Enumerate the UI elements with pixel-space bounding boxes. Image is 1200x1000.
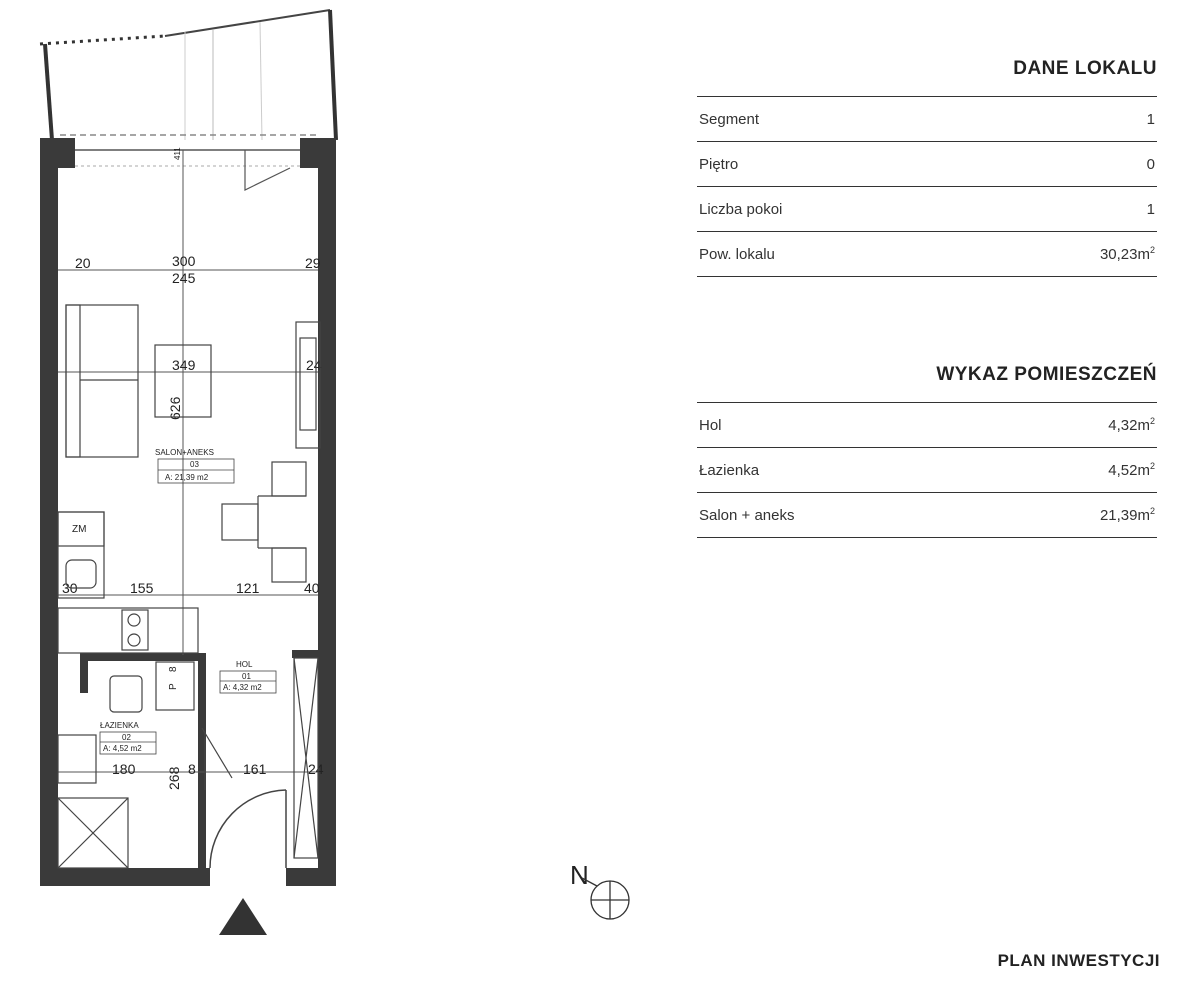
compass-icon (570, 860, 629, 919)
dim-8: 8 (188, 761, 196, 777)
chair (272, 548, 306, 582)
hob (122, 610, 148, 650)
table-row (697, 187, 1157, 232)
room-name-salon: SALON+ANEKS (155, 448, 214, 457)
dane-lokalu-rows (697, 96, 1157, 277)
chair (272, 462, 306, 496)
row-value: 0 (1146, 155, 1155, 173)
hob-burner (128, 614, 140, 626)
balcony-door-swing (245, 150, 290, 190)
dim-268: 268 (166, 766, 182, 790)
dim-300: 300 (172, 253, 196, 269)
row-label: Salon + aneks (699, 506, 795, 524)
sofa (66, 305, 138, 457)
row-label: Segment (699, 110, 760, 128)
kitchen-counter-bottom (58, 608, 198, 653)
dim-29: 29 (305, 255, 321, 271)
wall-corner-left (40, 138, 75, 168)
terrace-edge (165, 10, 330, 36)
wykaz-pomieszczen-panel (697, 364, 1157, 538)
entrance-marker-icon (219, 898, 267, 935)
dane-lokalu-title: DANE LOKALU (1013, 58, 1157, 79)
table-row (697, 448, 1157, 493)
room-number-salon: 03 (190, 460, 199, 469)
entrance-door (210, 790, 286, 868)
row-label: Piętro (699, 155, 739, 173)
wall-bottom-right (286, 868, 336, 886)
dim-24b: 24 (308, 761, 324, 777)
room-area-salon: A: 21,39 m2 (165, 473, 209, 482)
chair (222, 504, 258, 540)
room-area-hol: A: 4,32 m2 (223, 683, 262, 692)
row-value: $30,23m^2$ (1099, 245, 1155, 263)
wall-bathroom-top (80, 653, 206, 661)
table-row (697, 403, 1157, 448)
terrace (40, 10, 336, 140)
dim-349: 349 (172, 357, 196, 373)
dim-30: 30 (62, 580, 78, 596)
footer-title: PLAN INWESTYCJI (997, 951, 1160, 970)
row-value: 1 (1146, 110, 1155, 128)
dim-245: 245 (172, 270, 196, 286)
room-number-hol: 01 (242, 672, 251, 681)
terrace-wall-left (45, 44, 52, 140)
wall-bathroom-stub (80, 653, 88, 693)
room-label-lazienka (100, 721, 156, 754)
dim-626: 626 (167, 396, 183, 420)
table-row (697, 142, 1157, 187)
dim-24a: 24 (306, 357, 322, 373)
terrace-line (260, 22, 262, 140)
terrace-wall-right (330, 10, 336, 140)
dim-40: 40 (304, 580, 320, 596)
table-row (697, 232, 1157, 277)
washbasin (58, 735, 96, 783)
dim-411: 411 (173, 147, 182, 160)
dane-lokalu-panel (697, 58, 1157, 277)
row-label: Hol (699, 416, 722, 434)
wall-corner-right (300, 138, 336, 168)
dim-121: 121 (236, 580, 260, 596)
room-label-salon (155, 448, 234, 483)
tv-cabinet (296, 322, 320, 448)
dim-161: 161 (243, 761, 267, 777)
row-value: $4,52m^2$ (1108, 461, 1155, 479)
wykaz-pomieszczen-title: WYKAZ POMIESZCZEŃ (936, 364, 1157, 385)
room-label-hol (220, 660, 276, 693)
row-label: Pow. lokalu (699, 245, 775, 263)
bathroom-door (202, 728, 232, 790)
terrace-edge-hatch (40, 36, 165, 44)
table-row (697, 493, 1157, 538)
row-value: $21,39m^2$ (1099, 506, 1155, 524)
wykaz-pomieszczen-rows (697, 402, 1157, 538)
row-value: 1 (1146, 200, 1155, 218)
dining-set (222, 462, 306, 582)
north-label: N (570, 860, 589, 890)
wall-closet-top (292, 650, 322, 658)
room-name-lazienka: ŁAZIENKA (100, 721, 139, 730)
row-value: $4,32m^2$ (1108, 416, 1155, 434)
dim-20: 20 (75, 255, 91, 271)
wall-left (40, 138, 58, 878)
dim-180: 180 (112, 761, 136, 777)
room-number-lazienka: 02 (122, 733, 131, 742)
dimension-lines (58, 150, 318, 772)
row-label: Łazienka (699, 461, 760, 479)
toilet (110, 676, 142, 712)
dim-155: 155 (130, 580, 154, 596)
room-name-hol: HOL (236, 660, 253, 669)
hob-burner (128, 634, 140, 646)
shaft-label: P (168, 683, 179, 690)
wardrobe (294, 658, 318, 858)
shaft-number: 8 (168, 666, 179, 672)
wall-bottom-left (40, 868, 210, 886)
fridge-label: ZM (72, 524, 87, 535)
table-row (697, 97, 1157, 142)
row-label: Liczba pokoi (699, 200, 783, 218)
room-area-lazienka: A: 4,52 m2 (103, 744, 142, 753)
